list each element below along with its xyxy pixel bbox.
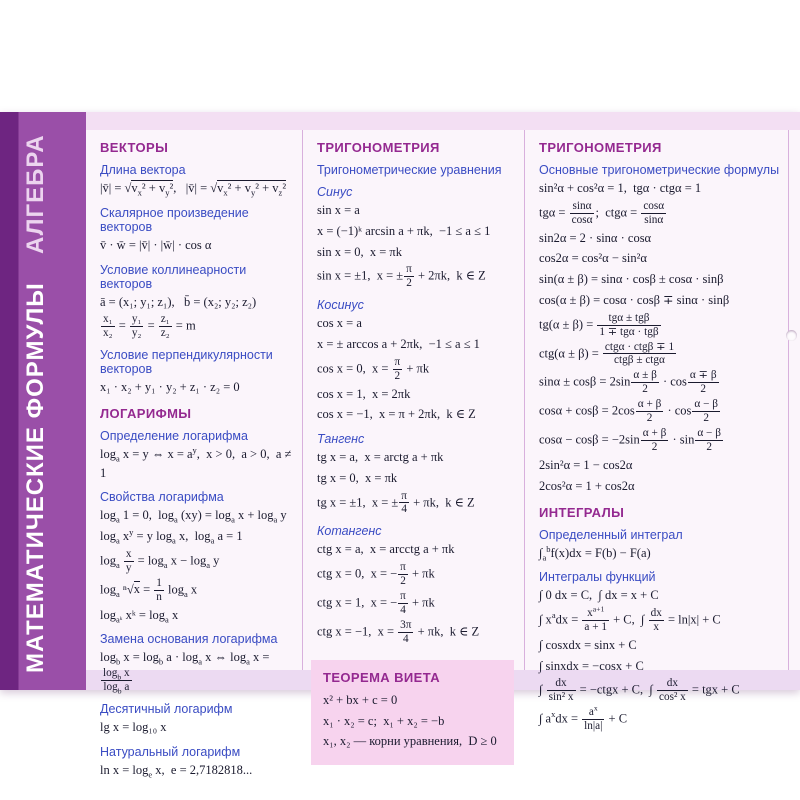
formula-line: |v̄| = $√v_x^2 + v_y^2$, |v̄| = $√v_x^2 + v_y^2 + v_z^2$ xyxy=(100,181,287,198)
formula-line: 2sin²α = 1 − cos2α xyxy=(539,458,633,472)
formula-line: ctg x = a, x = arcctg a + πk xyxy=(317,542,455,557)
subsection-log-definition: Определение логарифма xyxy=(100,428,248,443)
formula-line: ctg x = 1, x = − $\frac{\pi}{4}$ + πk xyxy=(317,590,435,616)
subsection-vector-length: Длина вектора xyxy=(100,163,186,177)
formula-line: $\log_a 1 = 0$, $\log_a (xy) = \log_a x + \log_a y$ xyxy=(100,508,287,525)
formula-line: ∫ $x^adx$ = $\frac{x^{a+1}}{a + 1}$ + C, ∫ $\frac{dx}{x}$ = ln|x| + C xyxy=(539,604,721,633)
vieta-title: ТЕОРЕМА ВИЕТА xyxy=(323,669,441,685)
formula-line: ∫ $\frac{dx}{\text{sin² x}}$ = −ctgx + C, ∫ $\frac{dx}{\text{cos² x}}$ = tgx + C xyxy=(539,677,740,704)
formula-line: sin²α + cos²α = 1, tgα · ctgα = 1 xyxy=(539,181,702,195)
section-header-trigonometry-1: ТРИГОНОМЕТРИЯ xyxy=(317,140,440,155)
formula-line: x₁ · x₂ + y₁ · y₂ + z₁ · z₂ = 0 xyxy=(100,380,240,395)
card-content xyxy=(86,130,800,780)
subsection-cosine: Косинус xyxy=(317,298,364,313)
formula-line: ctg x = −1, x = $\frac{3\pi}{4}$ + πk, k ∈ Z xyxy=(317,618,480,645)
formula-line: 2cos²α = 1 + cos2α xyxy=(539,478,635,493)
section-header-trigonometry-2: ТРИГОНОМЕТРИЯ xyxy=(539,140,662,155)
formula-line: x₁, x₂ — корни уравнения, D ≥ 0 xyxy=(323,734,497,749)
formula-card xyxy=(0,112,800,780)
column-trig-identities-integrals xyxy=(524,130,789,733)
sidebar-title-vertical: МАТЕМАТИЧЕСКИЕ ФОРМУЛЫ xyxy=(22,282,49,674)
formula-line: x = (−1)ᵏ arcsin a + πk, −1 ≤ a ≤ 1 xyxy=(317,223,491,238)
subsection-perpendicularity: Условие перпендикулярности векторов xyxy=(100,348,273,377)
formula-line: x² + bx + c = 0 xyxy=(323,692,398,707)
subsection-cotangent: Котангенс xyxy=(317,524,382,539)
formula-line: x₁ · x₂ = c; x₁ + x₂ = −b xyxy=(323,713,445,728)
subsection-definite-integral: Определенный интеграл xyxy=(539,527,683,542)
formula-line: ctg x = 0, x = − $\frac{\pi}{2}$ + πk xyxy=(317,561,435,588)
formula-line: x = ± arccos a + 2πk, −1 ≤ a ≤ 1 xyxy=(317,336,480,351)
column-vectors-logarithms xyxy=(86,130,302,780)
formula-line: cos x = 1, x = 2πk xyxy=(317,386,411,401)
formula-line: $\log_a x = y$ ⇔ $x = a^y$, x > 0, a > 0, a ≠ 1 xyxy=(100,444,295,480)
subsection-collinearity: Условие коллинеарности векторов xyxy=(100,262,247,291)
formula-line: cos x = a xyxy=(317,316,362,331)
column-trig-equations xyxy=(302,130,524,749)
subsection-natural-log: Натуральный логарифм xyxy=(100,744,241,759)
formula-line: lg x = log₁₀ x xyxy=(100,720,167,734)
hole-punch-mark xyxy=(786,330,797,341)
subsection-tangent: Тангенс xyxy=(317,432,365,446)
formula-line: cos x = 0, x = $\frac{\pi}{2}$ + πk xyxy=(317,355,430,382)
subsection-trig-equations: Тригонометрические уравнения xyxy=(317,163,502,177)
sidebar xyxy=(0,112,86,690)
formula-line: $\log_a x^y = y$ $\log_a x$, $\log_a a = 1$ xyxy=(100,526,243,546)
formula-line: $\ln x = \log_e x$, e = 2,7182818... xyxy=(100,762,253,780)
formula-line: tg x = ±1, x = ± $\frac{\pi}{4}$ + πk, k ∈ Z xyxy=(317,489,475,516)
formula-line: cos(α ± β) = cosα · cosβ ∓ sinα · sinβ xyxy=(539,292,730,307)
section-header-integrals: ИНТЕГРАЛЫ xyxy=(539,504,625,520)
formula-line: sinα ± cosβ = 2sin $\frac{\alpha \pm \beta}{2}$ · cos $\frac{\alpha \mp \beta}{2}$ xyxy=(539,369,717,396)
formula-line: sin x = 0, x = πk xyxy=(317,244,402,259)
formula-line: sin x = a xyxy=(317,203,360,217)
vieta-theorem-box xyxy=(311,660,514,765)
card-top-band xyxy=(86,112,800,130)
formula-line: $\log_a ^n√x$ = $\frac{1}{n}$ $\log_a x$ xyxy=(100,576,198,603)
formula-line: cos x = −1, x = π + 2πk, k ∈ Z xyxy=(317,407,476,422)
formula-line: cosα + cosβ = 2cos $\frac{\alpha + \beta}{2}$ · cos $\frac{\alpha - \beta}{2}$ xyxy=(539,398,719,425)
subsection-function-integrals: Интегралы функций xyxy=(539,570,656,585)
formula-line: $\log_b x = \log_b a \cdot \log_a x$ ⇔ $\log_a x$ = $\frac{\log_b x}{\log_b a}$ xyxy=(100,650,273,696)
formula-line: ∫ $a^xdx$ = $\frac{a^x}{\ln|a|}$ + C xyxy=(539,703,628,733)
formula-line: ā = (x₁; y₁; z₁), b̄ = (x₂; y₂; z₂) xyxy=(100,294,257,309)
section-header-logarithms: ЛОГАРИФМЫ xyxy=(100,405,192,421)
formula-line: sin(α ± β) = sinα · cosβ ± cosα · sinβ xyxy=(539,272,724,287)
formula-line: ctg(α ± β) = $\frac{\text{ctgα · ctgβ ∓ 1}}{\text{ctgβ ± ctgα}}$ xyxy=(539,340,675,367)
subsection-scalar-product: Скалярное произведение векторов xyxy=(100,205,249,234)
sidebar-subject-vertical: АЛГЕБРА xyxy=(22,134,49,254)
formula-line: $\frac{\text{x₁}}{\text{x₂}}$ = $\frac{\text{y₁}}{\text{y₂}}$ = $\frac{\text{z₁}}{\text{z₂}}$ = m xyxy=(103,313,196,340)
formula-line: $\log_a$ $\frac{x}{y}$ = $\log_a x - \log_a y$ xyxy=(100,547,220,574)
formula-line: $\int_a^bf(x)dx = F(b) - F(a)$ xyxy=(539,543,651,562)
subsection-log-properties: Свойства логарифма xyxy=(100,490,224,505)
formula-line: ∫ cosxdx = sinx + C xyxy=(539,637,637,652)
formula-line: tg x = 0, x = πk xyxy=(317,470,398,485)
subsection-log-base-change: Замена основания логарифма xyxy=(100,632,278,647)
formula-line: cosα − cosβ = −2sin $\frac{\alpha + \beta}{2}$ · sin $\frac{\alpha - \beta}{2}$ xyxy=(539,427,721,454)
subsection-basic-trig-formulas: Основные тригонометрические формулы xyxy=(539,163,780,177)
formula-line: sin2α = 2 · sinα · cosα xyxy=(539,230,652,245)
formula-line: sin x = ±1, x = ± $\frac{\pi}{2}$ + 2πk, k ∈ Z xyxy=(317,263,486,290)
formula-line: v̄ · w̄ = |v̄| · |w̄| · cos α xyxy=(100,237,212,252)
formula-line: cos2α = cos²α − sin²α xyxy=(539,251,647,266)
subsection-sine: Синус xyxy=(317,185,353,199)
formula-line: ∫ sinxdx = −cosx + C xyxy=(539,658,644,673)
formula-line: ∫ 0 dx = C, ∫ dx = x + C xyxy=(539,588,659,603)
subsection-decimal-log: Десятичный логарифм xyxy=(100,702,233,716)
formula-line: tg x = a, x = arctg a + πk xyxy=(317,450,444,464)
formula-line: tgα = $\frac{\sin\alpha}{\cos\alpha}$ ; ctgα = $\frac{\cos\alpha}{\sin\alpha}$ xyxy=(539,199,665,226)
formula-line: tg(α ± β) = $\frac{\text{tgα ± tgβ}}{\text{1 ∓ tgα · tgβ}}$ xyxy=(539,311,659,338)
formula-line: $\log_{aᵏ}$ xᵏ = $\log_a x$ xyxy=(100,607,179,625)
section-header-vectors: ВЕКТОРЫ xyxy=(100,140,169,155)
